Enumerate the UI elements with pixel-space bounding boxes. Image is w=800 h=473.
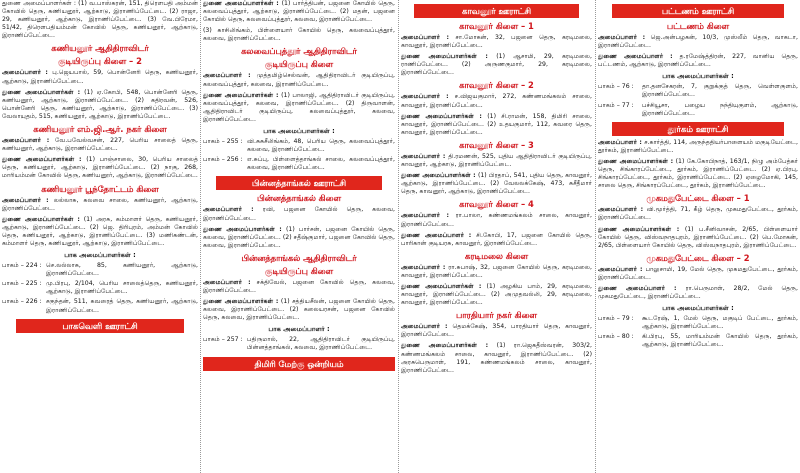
list-item: அமைப்பாளர் : முத்தமிழ்செல்வன், ஆதிதிராவிடர் குடியிருப்பு, கலவைப்புத்தூர், கலவை, இராணிப்பேட்டை. <box>203 72 395 88</box>
list-item: அமைப்பாளர் : ஜெ.அன்பழகன், 10/3, முஸ்லீம் தெரு, வாகடா, இராணிப்பேட்டை. <box>598 34 798 50</box>
branch-heading: குடியிருப்பு கிளை <box>264 265 334 276</box>
list-item: அமைப்பாளர் : தெமக்கேஷ், 354, பாரதியார் தெரு, காவனூர், இராணிப்பேட்டை. <box>401 323 592 339</box>
section-band: பின்னத்தாங்கல் ஊராட்சி <box>216 176 381 190</box>
column-divider <box>595 0 596 473</box>
branch-heading: குடியிருப்பு கிளை <box>264 59 334 70</box>
column-3 <box>401 0 592 473</box>
list-item: அமைப்பாளர் : தி.ரமணன், 525, புதிய ஆதிதிராவிடர் குடியிருப்பு, காவனூர், ஆற்காடு, இராணிப்பேட்டை. <box>401 152 592 169</box>
ward-row: பாகம் – 257 : பதிருமால், 22, ஆதிதிராவிடர் குடியிருப்பு, பின்னத்தாங்கல், கலவை, இராணிப்பேட்டை. <box>203 336 395 352</box>
ward-row: பாகம் – 80 : கி.பிரபு, 55, மாரியம்மன் கோயில் தெரு, தூர்கம், ஆற்காடு, இராணிப்பேட்டை. <box>598 333 798 349</box>
list-item: துணை அமைப்பாளர்கள் : (1) ரா.ஜெகதீஸ்வரன், 303/2, கண்ணமங்கலம் சாலை, காவனூர், இராணிப்பேட்டை. (2) அரசுபெருமாள், 191, கண்ணமங்கலம் சாலை, காவனூர், இராணிப்பேட்டை. <box>401 342 592 374</box>
branch-heading: கணியனூர் ஆதிதிராவிடர் <box>51 43 149 54</box>
section-band: பட்டணம் ஊராட்சி <box>612 4 784 18</box>
branch-heading: காவனூர் கிளை – 1 <box>459 21 534 31</box>
section-band: தூர்கம் ஊராட்சி <box>612 122 784 136</box>
section-subheading: பாக அமைப்பாளர்கள் : <box>64 251 136 260</box>
list-item: துணை அமைப்பாளர்கள் : (1) ஏ.கோபி, 548, பொன்னேரி தெரு, கணியனூர், ஆற்காடு, இராணிப்பேட்டை. (2) கதிரவன், 526, பொன்னேரி தெரு, கணியனூர், ஆற்காடு, இராணிப்பேட்டை. (3) வேலாயுதம், 515, கணியனூர், ஆற்காடு, இராணிப்பேட்டை. <box>2 88 198 120</box>
list-item: அமைப்பாளர் : பாலுசாமி, 19, மேல் தெரு, முகமதுபேட்டை, தூர்கம், இராணிப்பேட்டை. <box>598 265 798 281</box>
branch-heading: பின்னத்தாங்கல் கிளை <box>256 193 342 204</box>
list-item: அமைப்பாளர் : ச.கார்த்தி, 114, அருந்ததியர்பாளையம் மகுடியேட்டை, தூர்கம், இராணிப்பேட்டை. <box>598 138 798 154</box>
list-item: அமைப்பாளர் : லல்லாசு, கலவை சாலை, கணியனூர், ஆற்காடு, இராணிப்பேட்டை. <box>2 196 198 212</box>
list-item: துணை அமைப்பாளர்கள் : (1) சத்தியசீலன், பஜனை கோயில் தெரு, கலவை, இராணிப்பேட்டை. (2) கலையரசன், பஜனை கோவில் தெரு, கலவை, இராணிப்பேட்டை. <box>203 298 395 322</box>
branch-heading: பின்னத்தாங்கல் ஆதிதிராவிடர் <box>241 252 357 263</box>
branch-heading: காவனூர் கிளை – 2 <box>459 80 534 91</box>
branch-heading: முகமதுபேட்டை கிளை – 1 <box>646 193 750 204</box>
list-item: துணை அமைப்பாளர்கள் : (1) வ.பாஸ்கரன், 151, திரௌபதி அம்மன் கோவில் தெரு, கணியனூர், ஆற்காடு, இராணிப்பேட்டை. (2) ராஜா, 29, கணியனூர், ஆற்காடு, இராணிப்பேட்டை. (3) வே.பிரேமா, 51/42, திரௌபதியம்மன் கோவில் தெரு, கணியனூர், ஆற்காடு, இராணிப்பேட்டை. <box>2 0 198 40</box>
list-item: துணை அமைப்பாளர்கள் : (1) அரசு, கம்மாளர் தெரு, கணியனூர், ஆற்காடு, இராணிப்பேட்டை. (2) ஜெ. திரிபுரம், அம்மன் கோவில் தெரு, கணியனூர், ஆற்காடு, இராணிப்பேட்டை. (3) மணிகண்டன், கம்மாளர் தெரு, கணியனூர், ஆற்காடு, இராணிப்பேட்டை. <box>2 215 198 247</box>
list-item: அமைப்பாளர் : சக்திவேல், பஜனை கோவில் தெரு, கலவை, இராணிப்பேட்டை. <box>203 278 395 294</box>
column-divider <box>398 0 399 473</box>
section-subheading: பாக அமைப்பாளர்கள் : <box>662 72 734 81</box>
ward-row: பாகம் – 225 : மு.பிரபு, 2/104, பெரிய சாலைத்தெரு, கணியனூர், ஆற்காடு, இராணிப்பேட்டை. <box>2 280 198 296</box>
list-item: துணை அமைப்பாளர் : த.ரமேஷ்த்திரன், 227, வானிய தெரு, பட்டணம், ஆற்காடு, இராணிப்பேட்டை. <box>598 53 798 69</box>
section-band: திமிரி மேற்கு ஒன்றியம் <box>203 357 395 371</box>
branch-heading: குடியிருப்பு கிளை – 2 <box>58 56 142 67</box>
branch-heading: காவனூர் கிளை – 4 <box>459 199 534 210</box>
branch-heading: கணியனூர் எம்.ஜி.ஆர். நகர் கிளை <box>33 124 167 135</box>
section-subheading: பாக அமைப்பாளர் : <box>268 325 330 334</box>
ward-row: பாகம் – 256 : எ.சுப்பு, பிள்ளைத்தாங்கல் சாலை, கலவைப்புத்தூர், கலவை, இராணிப்பேட்டை. <box>203 156 395 172</box>
column-2 <box>203 0 395 473</box>
list-item: துணை அமைப்பாளர்கள் : (1) அழகிய பாம், 29, கரடிமலை, காவனூர், இராணிப்பேட்டை. (2) அமுதவல்லி, 29, கரடிமலை, காவனூர், இராணிப்பேட்டை. <box>401 282 592 307</box>
section-subheading: பாக அமைப்பாளர்கள் : <box>263 127 335 136</box>
section-band: காவனூர் ஊராட்சி <box>414 4 578 18</box>
column-4 <box>598 0 798 473</box>
ward-row: பாகம் – 79 : கூடரேஷ், 1, மேல் தெரு, மகுடிப் பேட்டை, தூர்கம், ஆற்காடு, இராணிப்பேட்டை. <box>598 315 798 331</box>
ward-row: பாகம் – 76 : தா.தனசேகரன், 7, குறுக்குத் தெரு, வெள்ளகுளம், இராணிப்பேட்டை. <box>598 83 798 99</box>
ward-row: பாகம் – 226 : சகுந்தன், 511, கவரைத் தெரு, கணியனூர், ஆற்காடு, இராணிப்பேட்டை. <box>2 298 198 314</box>
column-1 <box>2 0 198 473</box>
list-item: அமைப்பாளர் : ச.விஜயகுமார், 272, கண்ணமங்கலம் சாலை, காவனூர், இராணிப்பேட்டை. <box>401 93 592 109</box>
branch-heading: கலவைப்புத்தூர் ஆதிதிராவிடர் <box>241 46 357 57</box>
section-subheading: பாக அமைப்பாளர்கள் : <box>662 304 734 313</box>
branch-heading: பாரதியார் நகர் கிளை <box>455 310 537 321</box>
list-item: துணை அமைப்பாளர் : ரா.பெருமாள், 28/2, மேல் தெரு, முகமதுபேட்டை, இராணிப்பேட்டை. <box>598 284 798 301</box>
list-item: அமைப்பாளர் : ரா.சுபாஷ், 32, பஜனை கோயில் தெரு, கரடிமலை, காவனூர், இராணிப்பேட்டை. <box>401 263 592 279</box>
ward-row: பாகம் – 255 : வி.சுசுசீலிங்கம், 48, பெரிய தெரு, கலவைப்புத்தூர், கலவை, இராணிப்பேட்டை. <box>203 138 395 154</box>
list-item: அமைப்பாளர் : சா.மோகன், 32, பஜனை தெரு, கரடிமலை, காவனூர், இராணிப்பேட்டை. <box>401 34 592 50</box>
list-item: அமைப்பாளர் : பு.ஜெயபால், 59, பொன்னேரி தெரு, கணியனூர், ஆற்காடு, இராணிப்பேட்டை. <box>2 69 198 85</box>
list-item: துணை அமைப்பாளர்கள் : (1) கே.கோபிநாத், 163/1, நிழு அம்பேத்கர் தெரு, சிங்காரப்பேட்டை, தூர்கம், இராணிப்பேட்டை. (2) ஏ.பிரபு, சிங்காரப்பேட்டை, தூர்கம், இராணிப்பேட்டை. (2) ஏழைமோகி, 145, சாலை தெரு, சிங்காரப்பேட்டை, தூர்கம், இராணிப்பேட்டை. <box>598 157 798 190</box>
list-item: (3) காசிலிங்கம், பிள்ளையார் கோயில் தெரு, கலவைப்புத்தூர், கலவை, இராணிப்பேட்டை. <box>203 27 395 43</box>
list-item: துணை அமைப்பாளர் : சி.கோபி, 17, பஜனை கோயில் தெரு, பாரிகான் குடியரசு, காவனூர், இராணிப்பேட்டை. <box>401 231 592 247</box>
branch-heading: கணியனூர் பூந்தோட்டம் கிளை <box>41 183 159 194</box>
list-item: துணை அமைப்பாளர்கள் : (1) ப.சீனிவாசன், 2/65, பிள்ளையார் கோயில் தெரு, விஸ்வநாதபுரம், இராணிப்பேட்டை. (2) பெ.மோகன், 2/65, பிள்ளையார் கோயில் தெரு, விஸ்வநாதபுரம், இராணிப்பேட்டை. <box>598 225 798 249</box>
branch-heading: பட்டணம் கிளை <box>666 21 730 31</box>
list-item: துணை அமைப்பாளர்கள் : (1) பாலாஜி, ஆதிதிராவிடர் குடியிருப்பு, கலவைப்புத்தூர், கலவை, இராணிப்பேட்டை. (2) திருவாளன், ஆதிதிராவிடர் குடியிருப்பு, கலவைப்புத்தூர், கலவை, இராணிப்பேட்டை. <box>203 91 395 123</box>
list-item: துணை அமைப்பாளர்கள் : (1) சி.ராமன், 158, திமிரி சாலை, காவனூர், இராணிப்பேட்டை. (2) உதயகுமார், 112, கவரை தெரு, காவனூர், இராணிப்பேட்டை. <box>401 112 592 136</box>
list-item: துணை அமைப்பாளர்கள் : (1) பார்சன், பஜனை கோயில் தெரு, கலவை, இராணிப்பேட்டை. (2) சதீஷ்குமார், பஜனை கோவில் தெரு, கலவை, இராணிப்பேட்டை. <box>203 225 395 249</box>
list-item: துணை அமைப்பாளர்கள் : (1) பிரதாப், 541, புதிய தெரு, காவனூர், ஆற்காடு, இராணிப்பேட்டை. (2) வேலலக்கேஷ், 473, சுசீதீமார் தெரு, காவனூர், ஆற்காடு, இராணிப்பேட்டை. <box>401 172 592 196</box>
list-item: அமைப்பாளர் : ரா.பாலா, கண்ணமங்கலம் சாலை, காவனூர், இராணிப்பேட்டை. <box>401 212 592 228</box>
list-item: துணை அமைப்பாளர்கள் : (1) பார்த்திபன், பஜனை கோயில் தெரு, கலவைப்புத்தூர், ஆற்காடு, இராணிப்பேட்டை. (2) மதன், பஜனை கோயில் தெரு, கலவைப்புத்தூர், கலவை, இராணிப்பேட்டை. <box>203 0 395 24</box>
list-item: துணை அமைப்பாளர்கள் : (1) ஆசாமி, 29, கரடிமலை, ராணிப்பேட்டை. (2) அருணகுமார், 29, கரடிமலை, இராணிப்பேட்டை. <box>401 53 592 77</box>
branch-heading: காவனூர் கிளை – 3 <box>459 139 534 150</box>
column-divider <box>200 0 201 473</box>
list-item: துணை அமைப்பாளர்கள் : (1) பாஞ்சாலை, 30, பெரிய சாலைத் தெரு, கணியனூர், ஆற்காடு, இராணிப்பேட்டை. (2) நாகு, 268, மாரியம்மன் கோவில் தெரு, கணியனூர், ஆற்காடு, இராணிப்பேட்டை. <box>2 156 198 180</box>
ward-row: பாகம் – 77 : பச்சியூசா, பழைய நந்தியுகுளம், ஆற்காடு, இராணிப்பேட்டை. <box>598 101 798 117</box>
branch-heading: கரடிமலை கிளை <box>464 250 529 261</box>
list-item: அமைப்பாளர் : வே.பவேல்வசன், 227, பெரிய சாலைத் தெரு, கணியனூர், ஆற்காடு, இராணிப்பேட்டை. <box>2 137 198 153</box>
section-band: பாகவெளி ஊராட்சி <box>16 319 185 333</box>
branch-heading: முகமதுபேட்டை கிளை – 2 <box>646 252 750 263</box>
list-item: அமைப்பாளர் : ரவி, பஜனை கோயில் தெரு, கலவை, இராணிப்பேட்டை. <box>203 206 395 222</box>
list-item: அமைப்பாளர் : வி.மூர்த்தி, 71, கீழ் தெரு, முகமதுபேட்டை, தூர்கம், இராணிப்பேட்டை. <box>598 206 798 222</box>
ward-row: பாகம் – 224 : செ.லல்லாசு, 85, கணியனூர், ஆற்காடு, இராணிப்பேட்டை. <box>2 262 198 278</box>
